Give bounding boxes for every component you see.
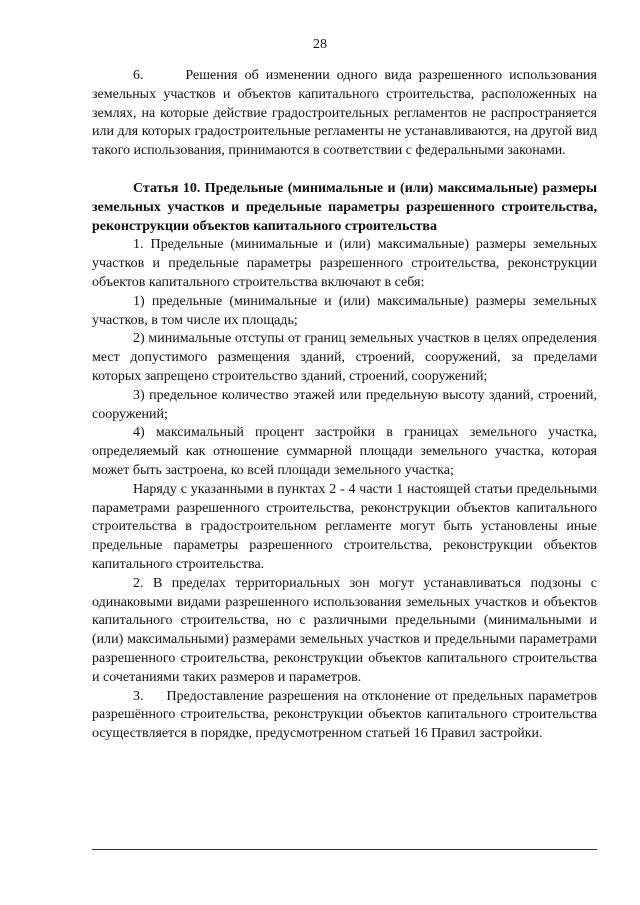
list-item-3: 3) предельное количество этажей или предельную высоту зданий, строений, сооружений; [92,387,597,422]
list-item-1: 1) предельные (минимальные и (или) максимальные) размеры земельных участков, в том числе их площадь; [92,293,597,328]
paragraph-6: 6. Решения об изменении одного вида разрешенного использования земельных участков и объектов капитального строительства, расположенных на землях, на которые действие градостроительных регламентов не распространяется или для которых градостроительные регламенты не устанавливаются, на другой вид такого использования, принимаются в соответствии с федеральными законами. [92,68,597,159]
page-number: 28 [313,37,327,52]
document-body [92,67,597,744]
footer-divider [92,849,597,850]
paragraph-2: 2. В пределах территориальных зон могут устанавливаться подзоны с одинаковыми видами разрешенного использования земельных участков и объектов капитального строительства, но с различными предельными (минимальными и (или) максимальными) размерами земельных участков и предельными параметрами разрешенного строительства, реконструкции объектов капитального строительства и сочетаниями таких размеров и параметров. [92,575,597,685]
paragraph-1: 1. Предельные (минимальные и (или) максимальные) размеры земельных участков и предельные параметры разрешенного строительства, реконструкции объектов капитального строительства включают в себя: [92,237,597,290]
paragraph-additional: Наряду с указанными в пунктах 2 - 4 части 1 настоящей статьи предельными параметрами разрешенного строительства, реконструкции объектов капитального строительства в градостроительном регламенте могут быть установлены иные предельные параметры разрешенного строительства, реконструкции объектов капитального строительства. [92,481,597,572]
list-item-2: 2) минимальные отступы от границ земельных участков в целях определения мест допустимого размещения зданий, строений, сооружений, за пределами которых запрещено строительство зданий, строений, сооружений; [92,331,597,384]
paragraph-3: 3. Предоставление разрешения на отклонение от предельных параметров разрешённого строительства, реконструкции объектов капитального строительства осуществляется в порядке, предусмотренном статьей 16 Правил застройки. [92,688,597,742]
list-item-4: 4) максимальный процент застройки в границах земельного участка, определяемый как отношение суммарной площади земельного участка, которая может быть застроена, ко всей площади земельного участка; [92,425,597,478]
article-10-heading: Статья 10. Предельные (минимальные и (или) максимальные) размеры земельных участков и предельные параметры разрешенного строительства, реконструкции объектов капитального строительства [92,180,597,234]
